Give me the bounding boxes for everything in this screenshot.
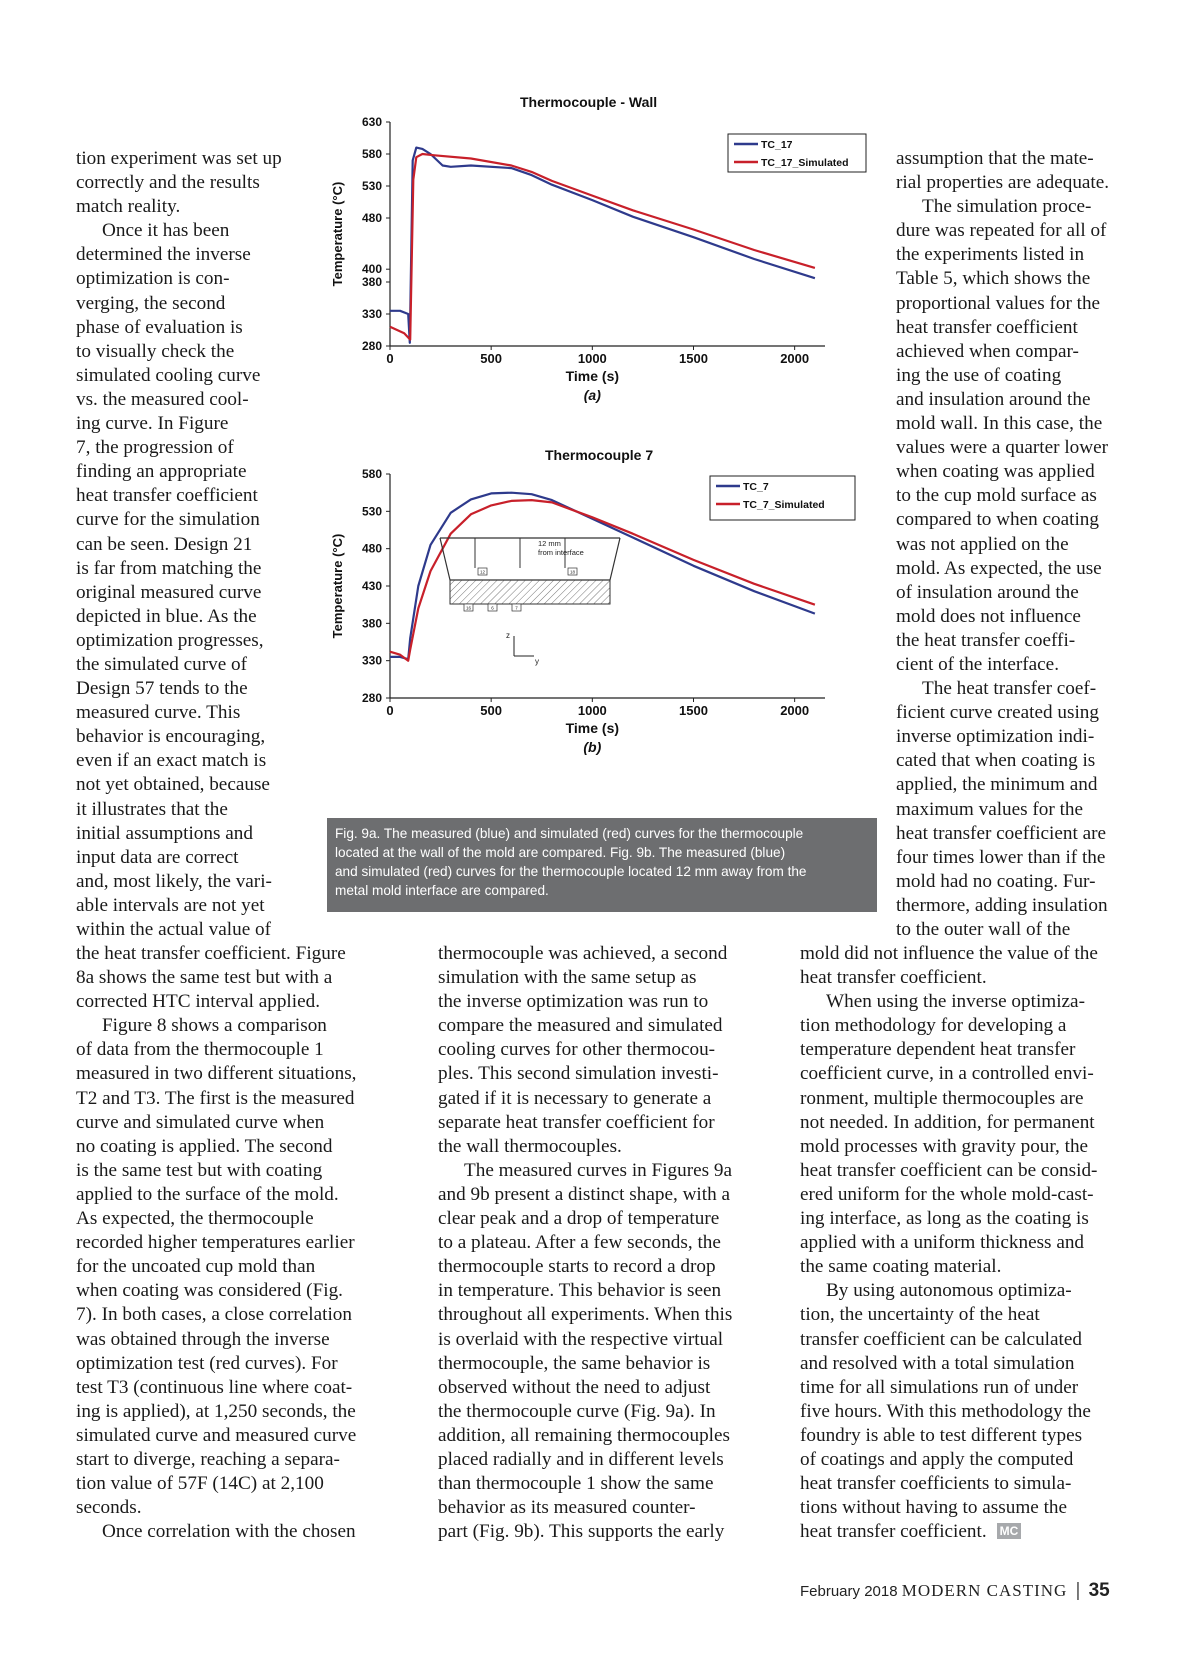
text-line: tion methodology for developing a [800,1015,1067,1037]
text-line: the same coating material. [800,1256,1002,1278]
middle-column-text [438,942,732,1544]
text-line: temperature dependent heat transfer [800,1039,1076,1061]
y-tick-label: 280 [361,339,382,353]
series-line-tc-17 [390,148,815,343]
text-line: inverse optimization indi- [896,726,1095,748]
text-line: heat transfer coefficient are [896,822,1107,844]
text-line: ing is applied), at 1,250 seconds, the [76,1400,356,1422]
thermocouple-number: 6 [491,605,494,611]
text-line: mold wall. In this case, the [896,413,1103,435]
legend-label: TC_7_Simulated [743,499,825,511]
text-line: 7, the progression of [76,437,234,459]
text-line: Once correlation with the chosen [102,1521,356,1543]
text-line: when coating was considered (Fig. [76,1280,343,1302]
caption-line: and simulated (red) curves for the thermocouple located 12 mm away from the [335,864,807,879]
text-line: than thermocouple 1 show the same [438,1473,714,1495]
text-line: behavior is encouraging, [76,726,266,748]
text-line: the experiments listed in [896,244,1085,266]
text-line: T2 and T3. The first is the measured [76,1087,355,1109]
text-line: of data from the thermocouple 1 [76,1039,324,1061]
text-line: curve for the simulation [76,509,260,531]
text-line: when coating was applied [896,461,1095,483]
text-line: to a plateau. After a few seconds, the [438,1232,721,1254]
text-line: is the same test but with coating [76,1159,323,1181]
inset-dimension-label: from interface [538,548,584,557]
text-line: optimization test (red curves). For [76,1352,338,1374]
text-line: ronment, multiple thermocouples are [800,1087,1084,1109]
text-line: simulated cooling curve [76,364,261,386]
text-line: The simulation proce- [922,196,1092,218]
x-tick-label: 1500 [679,703,708,718]
text-line: it illustrates that the [76,798,228,820]
y-tick-label: 580 [361,467,382,481]
text-line: placed radially and in different levels [438,1448,724,1470]
text-line: cooling curves for other thermocou- [438,1039,716,1061]
text-line: the simulated curve of [76,653,248,675]
chart-b-thermocouple-7 [330,464,880,774]
text-line: As expected, the thermocouple [76,1208,314,1230]
text-line: cient of the interface. [896,653,1060,675]
x-tick-label: 1000 [577,351,607,366]
text-line: thermore, adding insulation [896,894,1108,916]
text-line: ing curve. In Figure [76,413,229,435]
text-line: achieved when compar- [896,340,1079,362]
text-line: the wall thermocouples. [438,1135,622,1157]
text-line: finding an appropriate [76,461,247,483]
inset-dimension-label: 12 mm [538,539,561,548]
y-tick-label: 280 [361,691,382,705]
legend-label: TC_17_Simulated [761,157,849,169]
text-line: the heat transfer coeffi- [896,629,1076,651]
mold-base-hatched [450,580,610,604]
text-line: assumption that the mate- [896,148,1094,169]
mold-cup-outline [440,538,620,580]
text-line: heat transfer coefficient [76,485,258,507]
mold-schematic-inset [440,538,620,666]
inset-y-label: y [535,657,539,666]
text-line: mold did not influence the value of the [800,943,1098,964]
y-tick-label: 430 [361,579,382,593]
text-line: seconds. [76,1497,142,1519]
inset-z-label: z [506,631,510,640]
thermocouple-number: 12 [479,569,486,575]
text-line: tion experiment was set up [76,148,282,169]
y-tick-label: 580 [361,147,382,161]
text-line: and 9b present a distinct shape, with a [438,1183,731,1205]
text-line: The heat transfer coef- [922,678,1097,700]
text-line: heat transfer coefficients to simula- [800,1473,1072,1495]
text-line: mold had no coating. Fur- [896,870,1096,892]
right-column-top-text [896,147,1109,942]
text-line: Design 57 tends to the [76,678,248,700]
text-line: tion, the uncertainty of the heat [800,1304,1040,1326]
text-line: applied with a uniform thickness and [800,1232,1085,1254]
y-tick-label: 480 [361,541,382,556]
y-axis-label: Temperature (°C) [330,181,345,287]
text-line: thermocouple was achieved, a second [438,943,728,964]
x-tick-label: 2000 [780,351,810,366]
text-line: Once it has been [102,220,230,242]
x-tick-label: 2000 [780,703,810,718]
text-line: four times lower than if the [896,846,1106,868]
text-line: start to diverge, reaching a separa- [76,1448,340,1470]
chart-a-wall-thermocouple [330,112,880,422]
text-line: measured in two different situations, [76,1063,357,1085]
text-line: ered uniform for the whole mold-cast- [800,1183,1094,1205]
text-line: within the actual value of [76,919,272,940]
text-line: thermocouple starts to record a drop [438,1256,716,1278]
text-line: correctly and the results [76,172,260,194]
chart-sublabel: (b) [583,739,602,755]
text-line: transfer coefficient can be calculated [800,1328,1082,1350]
y-tick-label: 480 [361,211,382,225]
footer [800,1580,1110,1604]
text-line: behavior as its measured counter- [438,1497,696,1519]
text-line: throughout all experiments. When this [438,1304,733,1326]
text-line: was obtained through the inverse [76,1328,330,1350]
text-line: proportional values for the [896,292,1101,314]
text-line: not needed. In addition, for permanent [800,1111,1095,1133]
text-line: heat transfer coefficient can be consid- [800,1159,1098,1181]
legend-box [710,476,855,520]
text-line: the thermocouple curve (Fig. 9a). In [438,1400,716,1422]
text-line: phase of evaluation is [76,316,243,338]
x-tick-label: 1500 [679,351,708,366]
figure-caption [327,818,877,912]
text-line: recorded higher temperatures earlier [76,1232,355,1254]
text-line: mold. As expected, the use [896,557,1102,579]
text-line: dure was repeated for all of [896,220,1107,242]
text-line: heat transfer coefficient [896,316,1078,338]
text-line: mold does not influence [896,605,1081,627]
text-line: Figure 8 shows a comparison [102,1015,327,1037]
text-line: input data are correct [76,846,239,868]
x-tick-label: 500 [480,351,503,366]
text-line: coefficient curve, in a controlled envi- [800,1063,1094,1085]
text-line: compared to when coating [896,509,1099,531]
text-line: applied to the surface of the mold. [76,1183,339,1205]
text-line: and resolved with a total simulation [800,1352,1075,1374]
text-line: optimization is con- [76,268,230,290]
text-line: measured curve. This [76,702,241,724]
y-tick-label: 380 [361,275,382,289]
text-line: tions without having to assume the [800,1497,1068,1519]
y-tick-label: 380 [361,616,382,631]
chart-sublabel: (a) [583,387,601,403]
text-line: simulation with the same setup as [438,967,697,989]
x-tick-label: 0 [386,351,394,366]
y-tick-label: 630 [361,115,382,129]
thermocouple-number: 7 [515,605,518,611]
text-line: values were a quarter lower [896,437,1109,459]
y-tick-label: 530 [361,504,382,519]
x-tick-label: 1000 [577,703,607,718]
text-line: to the outer wall of the [896,919,1071,940]
right-column-bottom-text [800,942,1098,1544]
thermocouple-number: 16 [465,605,472,611]
y-tick-label: 330 [361,307,382,321]
text-line: even if an exact match is [76,750,267,772]
text-line: five hours. With this methodology the [800,1400,1091,1422]
text-line: in temperature. This behavior is seen [438,1280,722,1302]
text-line: and insulation around the [896,388,1091,410]
text-line: is far from matching the [76,557,262,579]
text-line: tion value of 57F (14C) at 2,100 [76,1473,324,1495]
text-line: ing the use of coating [896,364,1062,386]
left-column-bottom-text [76,942,356,1544]
text-line: initial assumptions and [76,822,253,844]
chart-a-title: Thermocouple - Wall [520,94,658,110]
text-line: Table 5, which shows the [896,268,1091,290]
x-tick-label: 0 [386,703,394,718]
text-line: By using autonomous optimiza- [826,1280,1072,1302]
text-line: heat transfer coefficient. [800,1521,987,1543]
y-tick-label: 330 [361,653,382,668]
text-line: compare the measured and simulated [438,1015,723,1037]
text-line: to the cup mold surface as [896,485,1097,507]
footer-magazine-name: MODERN CASTING [901,1581,1068,1600]
left-column-top-text [76,147,282,942]
text-line: ples. This second simulation investi- [438,1063,719,1085]
text-line: original measured curve [76,581,262,603]
text-line: and, most likely, the vari- [76,870,272,892]
text-line: 7). In both cases, a close correlation [76,1304,352,1326]
text-line: not yet obtained, because [76,774,270,796]
text-line: can be seen. Design 21 [76,533,253,555]
text-line: part (Fig. 9b). This supports the early [438,1521,725,1543]
y-tick-label: 530 [361,179,382,193]
text-line: of coatings and apply the computed [800,1448,1074,1470]
chart-b-title: Thermocouple 7 [545,447,654,463]
text-line: maximum values for the [896,798,1084,820]
text-line: the heat transfer coefficient. Figure [76,943,346,964]
footer-separator: | [1075,1580,1081,1601]
series-line-tc-17-simulated [390,154,815,340]
text-line: thermocouple, the same behavior is [438,1352,711,1374]
end-mark-mc: MC [997,1523,1022,1539]
text-line: time for all simulations run of under [800,1376,1079,1398]
y-axis-label: Temperature (°C) [330,533,345,639]
thermocouple-number: 18 [569,569,576,575]
text-line: ficient curve created using [896,702,1099,724]
y-tick-label: 400 [361,262,382,277]
text-line: is overlaid with the respective virtual [438,1328,724,1350]
text-line: The measured curves in Figures 9a [464,1159,733,1181]
text-line: corrected HTC interval applied. [76,991,321,1013]
text-line: addition, all remaining thermocouples [438,1424,731,1446]
text-line: to visually check the [76,340,235,362]
text-line: for the uncoated cup mold than [76,1256,316,1278]
x-tick-label: 500 [480,703,503,718]
text-line: heat transfer coefficient. [800,967,987,989]
text-line: verging, the second [76,292,226,314]
text-line: cated that when coating is [896,750,1096,772]
legend-label: TC_7 [743,481,769,493]
text-line: 8a shows the same test but with a [76,967,333,989]
text-line: simulated curve and measured curve [76,1424,357,1446]
caption-line: metal mold interface are compared. [335,883,549,898]
text-line: was not applied on the [896,533,1069,555]
text-line: vs. the measured cool- [76,388,249,410]
x-axis-label: Time (s) [565,720,620,736]
x-axis-label: Time (s) [565,368,620,384]
text-line: the inverse optimization was run to [438,991,709,1013]
text-line: ing interface, as long as the coating is [800,1208,1089,1230]
text-line: able intervals are not yet [76,894,265,916]
caption-line: Fig. 9a. The measured (blue) and simulated (red) curves for the thermocouple [335,826,804,841]
text-line: When using the inverse optimiza- [826,991,1085,1013]
text-line: mold processes with gravity pour, the [800,1135,1089,1157]
text-line: applied, the minimum and [896,774,1098,796]
page-number: 35 [1088,1580,1110,1601]
text-line: determined the inverse [76,244,251,266]
text-line: curve and simulated curve when [76,1111,325,1133]
text-line: test T3 (continuous line where coat- [76,1376,353,1398]
footer-issue-date: February 2018 [800,1583,898,1600]
text-line: clear peak and a drop of temperature [438,1208,720,1230]
text-line: rial properties are adequate. [896,172,1110,194]
text-line: observed without the need to adjust [438,1376,711,1398]
text-line: no coating is applied. The second [76,1135,333,1157]
text-line: foundry is able to test different types [800,1424,1083,1446]
text-line: of insulation around the [896,581,1079,603]
text-line: depicted in blue. As the [76,605,257,627]
text-line: match reality. [76,196,181,218]
legend-label: TC_17 [761,139,793,151]
text-line: gated if it is necessary to generate a [438,1087,712,1109]
text-line: optimization progresses, [76,629,264,651]
caption-line: located at the wall of the mold are compared. Fig. 9b. The measured (blue) [335,845,786,860]
text-line: separate heat transfer coefficient for [438,1111,715,1133]
